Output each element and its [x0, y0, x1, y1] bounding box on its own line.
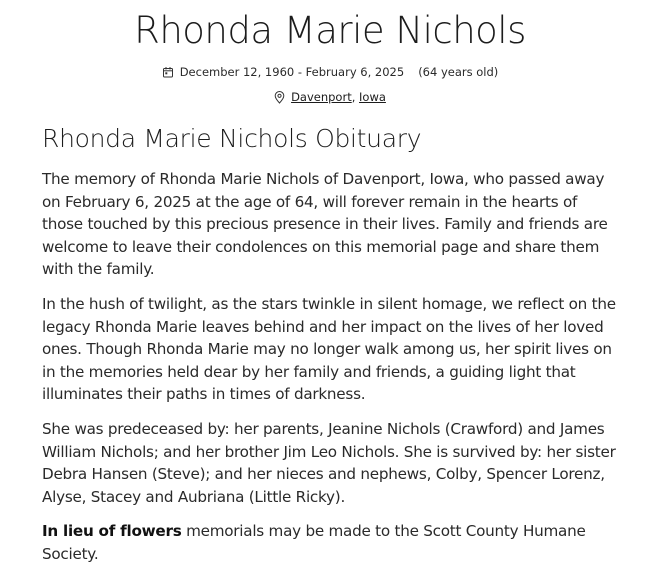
obituary-paragraph: She was predeceased by: her parents, Jeanine Nichols (Crawford) and James William Nichols; and her brother Jim Leo Nichols. She is survived by: her sister Debra Hansen (Steve); and her nieces and nephews, Colby, Spencer Lorenz, Alyse, Stacey and Aubriana (Little Ricky).	[42, 419, 616, 506]
memorial-text: memorials may be made to the Scott County Humane Society.	[42, 522, 586, 563]
life-dates	[0, 63, 660, 81]
obituary-title: Rhonda Marie Nichols Obituary	[42, 124, 422, 153]
obituary-header	[0, 0, 660, 106]
calendar-icon	[162, 66, 174, 78]
obituary-paragraph: In the hush of twilight, as the stars twinkle in silent homage, we reflect on the legacy Rhonda Marie leaves behind and her impact on the lives of her loved ones. Though Rhonda Marie may no longer walk among us, her spirit lives on in the memories held dear by her family and friends, a guiding light that illuminates their paths in times of darkness.	[42, 294, 616, 404]
date-range: December 12, 1960 - February 6, 2025	[179, 65, 405, 79]
obituary-content	[0, 122, 660, 566]
memorial-paragraph	[42, 520, 618, 565]
memorial-bold-text: In lieu of flowers	[42, 522, 182, 541]
obituary-paragraph: The memory of Rhonda Marie Nichols of Davenport, Iowa, who passed away on February 6, 2025 at the age of 64, will forever remain in the hearts of those touched by this precious presence in their lives. Family and friends are welcome to leave their condolences on this memorial page and share them with the family.	[42, 170, 608, 279]
location-state-link[interactable]: Iowa	[359, 90, 386, 104]
map-pin-icon	[274, 91, 285, 104]
location-separator: ,	[351, 90, 356, 104]
location	[0, 88, 660, 106]
deceased-name: Rhonda Marie Nichols	[134, 9, 526, 52]
age-label: (64 years old)	[418, 65, 499, 79]
location-city-link[interactable]: Davenport	[291, 90, 352, 104]
